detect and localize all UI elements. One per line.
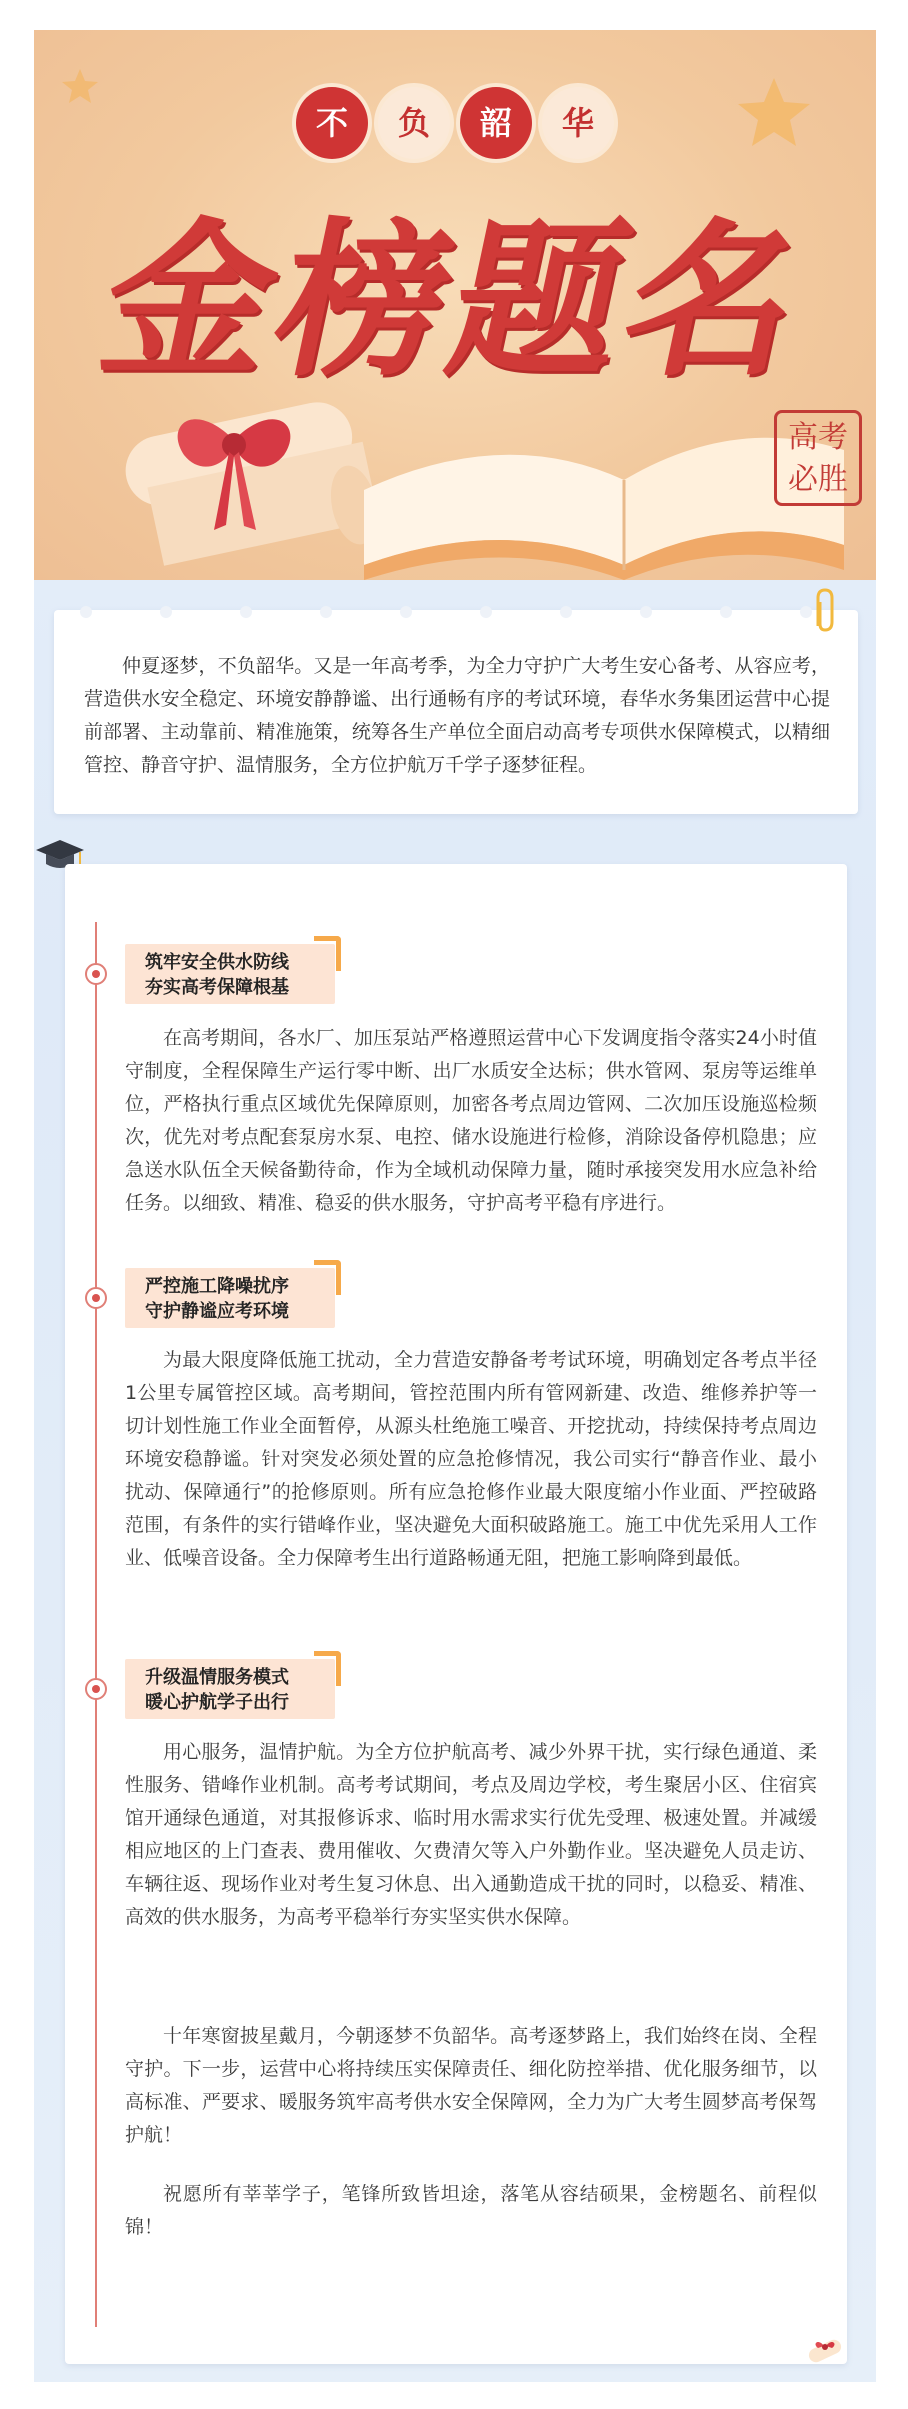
section-title-line: 守护静谧应考环境 xyxy=(145,1301,289,1322)
timeline-dot xyxy=(85,963,107,985)
section-paragraph: 十年寒窗披星戴月，今朝逐梦不负韶华。高考逐梦路上，我们始终在岗、全程守护。下一步，运营中心将持续压实保障责任、细化防控举措、优化服务细节，以高标准、严要求、暖服务筑牢高考供水安全保障网，全力为广大考生圆梦高考保驾护航！ xyxy=(125,2025,817,2146)
stamp-seal xyxy=(774,410,862,506)
section-title-line: 暖心护航学子出行 xyxy=(145,1692,289,1713)
intro-text: 仲夏逐梦，不负韶华。又是一年高考季，为全力守护广大考生安心备考、从容应考，营造供水安全稳定、环境安静静谧、出行通畅有序的考试环境，春华水务集团运营中心提前部署、主动靠前、精准施策，统筹各生产单位全面启动高考专项供水保障模式，以精细管控、静音守护、温情服务，全方位护航万千学子逐梦征程。 xyxy=(84,655,830,776)
section-paragraph: 用心服务，温情护航。为全方位护航高考、减少外界干扰，实行绿色通道、柔性服务、错峰作业机制。高考考试期间，考点及周边学校，考生聚居小区、住宿宾馆开通绿色通道，对其报修诉求、临时用水需求实行优先受理、极速处置。并减缓相应地区的上门查表、费用催收、欠费清欠等入户外勤作业。坚决避免人员走访、车辆往返、现场作业对考生复习休息、出入通勤造成干扰的同时，以稳妥、精准、高效的供水服务，为高考平稳举行夯实坚实供水保障。 xyxy=(125,1741,817,1928)
main-title: 金榜题名 xyxy=(85,201,825,399)
section-title-line: 升级温情服务模式 xyxy=(145,1667,289,1688)
section-title-line: 筑牢安全供水防线 xyxy=(145,952,289,973)
section-paragraph: 在高考期间，各水厂、加压泵站严格遵照运营中心下发调度指令落实24小时值守制度，全程保障生产运行零中断、出厂水质安全达标；供水管网、泵房等运维单位，严格执行重点区域优先保障原则，加密各考点周边管网、二次加压设施巡检频次，优先对考点配套泵房水泵、电控、储水设施进行检修，消除设备停机隐患；应急送水队伍全天候备勤待命，作为全域机动保障力量，随时承接突发用水应急补给任务。以细致、精准、稳妥的供水服务，守护高考平稳有序进行。 xyxy=(125,1027,817,1214)
closing-paragraph: 祝愿所有莘莘学子，笔锋所致皆坦途，落笔从容结硕果，金榜题名、前程似锦！ xyxy=(125,2183,817,2238)
timeline-dot xyxy=(85,1678,107,1700)
slogan-char: 韶 xyxy=(460,87,532,159)
timeline-dot xyxy=(85,1287,107,1309)
section-header xyxy=(125,944,335,1004)
corner-decoration xyxy=(314,936,341,971)
paperclip-icon xyxy=(808,586,838,636)
intro-card xyxy=(54,610,858,814)
corner-decoration xyxy=(314,1260,341,1295)
stamp-line: 高考 xyxy=(788,420,848,455)
page xyxy=(34,30,876,2382)
main-card xyxy=(65,864,847,2364)
section-header xyxy=(125,1659,335,1719)
slogan-char: 负 xyxy=(378,87,450,159)
scroll-icon xyxy=(119,396,384,566)
section-paragraph: 为最大限度降低施工扰动，全力营造安静备考考试环境，明确划定各考点半径1公里专属管控区域。高考期间，管控范围内所有管网新建、改造、维修养护等一切计划性施工作业全面暂停，从源头杜绝施工噪音、开挖扰动，持续保持考点周边环境安稳静谧。针对突发必须处置的应急抢修情况，我公司实行“静音作业、最小扰动、保障通行”的抢修原则。所有应急抢修作业最大限度缩小作业面、严控破路范围，有条件的实行错峰作业，坚决避免大面积破路施工。施工中优先采用人工作业、低噪音设备。全力保障考生出行道路畅通无阻，把施工影响降到最低。 xyxy=(125,1349,817,1569)
corner-decoration xyxy=(314,1651,341,1686)
slogan-char: 华 xyxy=(542,87,614,159)
section-title-line: 严控施工降噪扰序 xyxy=(145,1276,289,1297)
slogan-char: 不 xyxy=(296,87,368,159)
slogan-circles xyxy=(34,87,876,159)
stamp-line: 必胜 xyxy=(788,462,848,497)
binder-holes xyxy=(66,604,846,620)
section-title-line: 夯实高考保障根基 xyxy=(145,977,289,998)
section-header xyxy=(125,1268,335,1328)
timeline-line xyxy=(95,922,97,2327)
diploma-icon xyxy=(804,2334,848,2370)
hero-banner xyxy=(34,30,876,580)
